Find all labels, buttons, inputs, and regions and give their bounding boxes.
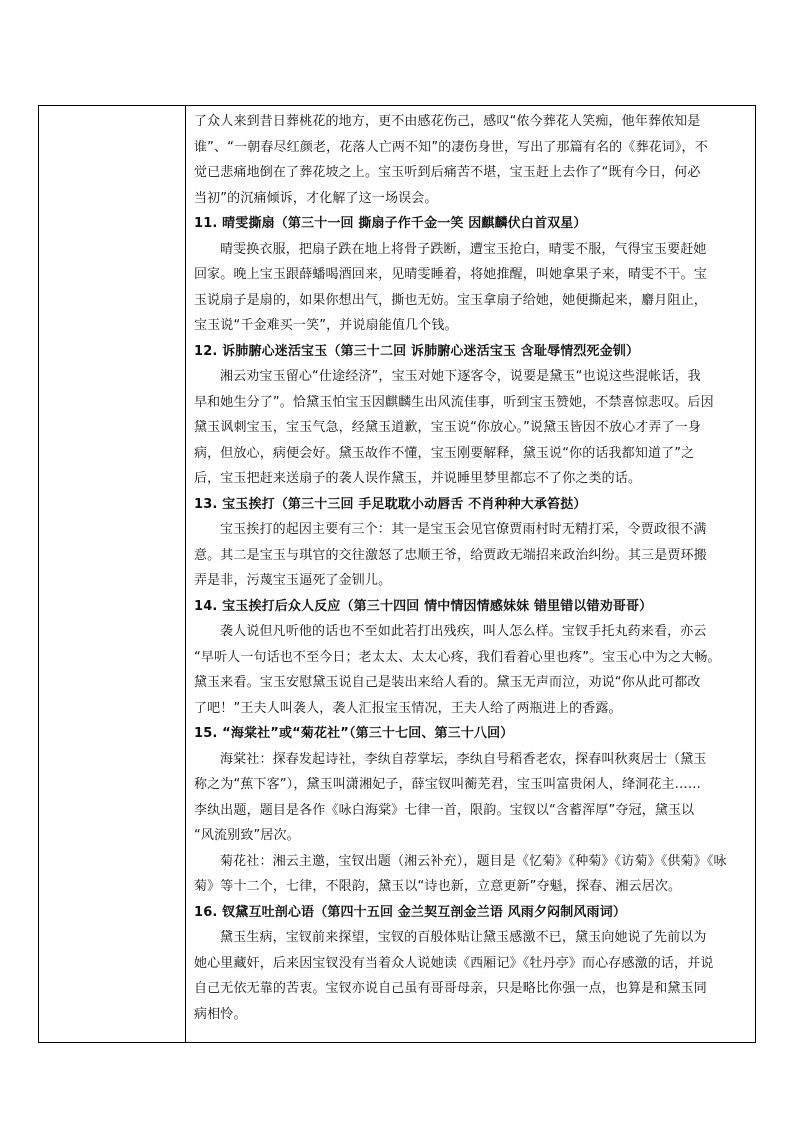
- content-table: [38, 105, 756, 1043]
- section-heading: 14. 宝玉挨打后众人反应（第三十四回 情中情因情感妹妹 错里错以错劝哥哥）: [194, 598, 653, 614]
- text-line: 黛玉生病，宝钗前来探望，宝钗的百般体贴让黛玉感激不已，黛玉向她说了先前以为: [220, 930, 707, 945]
- text-line: 宝玉说“千金难买一笑”，并说扇能值几个钱。: [194, 318, 458, 333]
- text-line: 黛玉来看。宝玉安慰黛玉说自己是装出来给人看的。黛玉无声而泣，劝说“你从此可都改: [194, 675, 701, 690]
- text-line: “早听人一句话也不至今日；老太太、太太心疼，我们看着心里也疼”。宝玉心中为之大畅。: [194, 649, 721, 665]
- text-line: 袭人说但凡听他的话也不至如此若打出残疾，叫人怎么样。宝钗手托丸药来看，亦云: [220, 624, 707, 639]
- section-heading: 12. 诉肺腑心迷活宝玉（第三十二回 诉肺腑心迷活宝玉 含耻辱情烈死金钏）: [194, 343, 640, 359]
- text-line: 海棠社：探春发起诗社，李纨自荐掌坛，李纨自号稻香老农，探春叫秋爽居士（黛玉: [220, 751, 707, 767]
- text-column-cell: [186, 106, 755, 1042]
- text-line: 她心里藏奸，后来因宝钗没有当着众人说她读《西厢记》《牡丹亭》而心存感激的话，并说: [194, 955, 714, 971]
- text-line: 弄是非，污蔑宝玉逼死了金钏儿。: [194, 573, 392, 588]
- text-line: 早和她生分了”。恰黛玉怕宝玉因麒麟生出风流佳事，听到宝玉赞她，不禁喜惊悲叹。后因: [194, 394, 714, 410]
- text-line: 菊花社：湘云主邀，宝钗出题（湘云补充），题目是《忆菊》《种菊》《访菊》《供菊》《咏: [220, 853, 727, 869]
- text-line: 当初”的沉痛倾诉，才化解了这一场误会。: [194, 190, 438, 206]
- section-heading: 16. 钗黛互吐剖心语（第四十五回 金兰契互剖金兰语 风雨夕闷制风雨词）: [194, 904, 627, 920]
- text-line: 后，宝玉把赶来送扇子的袭人误作黛玉，并说睡里梦里都忘不了你之类的话。: [194, 471, 642, 486]
- section-heading: 15. “海棠社”或“菊花社”（第三十七回、第三十八回）: [194, 726, 514, 741]
- text-line: 菊》等十二个，七律，不限韵，黛玉以“诗也新，立意更新”夺魁，探春、湘云居次。: [194, 879, 682, 894]
- text-line: 李纨出题，题目是各作《咏白海棠》七律一首，限韵。宝钗以“含蓄浑厚”夺冠，黛玉以: [194, 802, 695, 818]
- text-line: 自己无依无靠的苦衷。宝钗亦说自己虽有哥哥母亲，只是略比你强一点，也算是和黛玉同: [194, 981, 707, 996]
- text-line: 湘云劝宝玉留心“仕途经济”，宝玉对她下逐客令，说要是黛玉“也说这些混帐话，我: [220, 369, 701, 384]
- text-line: 意。其二是宝玉与琪官的交往激怒了忠顺王爷，给贾政无端招来政治纠纷。其三是贾环搬: [194, 547, 707, 563]
- text-line: 称之为“蕉下客”），黛玉叫潇湘妃子，薛宝钗叫蘅芜君，宝玉叫富贵闲人，绛洞花主……: [194, 777, 701, 792]
- text-line: 病，但放心，病便会好。黛玉故作不懂，宝玉刚要解释，黛玉说“你的话我都知道了”之: [194, 445, 695, 461]
- text-line: 了众人来到昔日葬桃花的地方，更不由感花伤己，感叹“侬今葬花人笑痴，他年葬侬知是: [194, 114, 701, 129]
- text-line: 了吧！”王夫人叫袭人，袭人汇报宝玉情况，王夫人给了两瓶进上的香露。: [194, 700, 622, 716]
- text-line: 谁”、“一朝春尽红颜老，花落人亡两不知”的凄伤身世，写出了那篇有名的《葬花词》，不: [194, 139, 708, 155]
- left-column-cell: [39, 106, 186, 1042]
- text-line: 晴雯换衣服，把扇子跌在地上将骨子跌断，遭宝玉抢白，晴雯不服，气得宝玉要赶她: [220, 241, 707, 257]
- text-line: 觉已悲痛地倒在了葬花坡之上。宝玉听到后痛苦不堪，宝玉赶上去作了“既有今日，何必: [194, 165, 701, 180]
- text-line: “风流别致”居次。: [194, 828, 300, 843]
- section-heading: 13. 宝玉挨打（第三十三回 手足耽耽小动唇舌 不肖种种大承笞挞）: [194, 496, 587, 512]
- section-heading: 11. 晴雯撕扇（第三十一回 撕扇子作千金一笑 因麒麟伏白首双星）: [194, 216, 587, 231]
- text-line: 病相怜。: [194, 1006, 247, 1022]
- text-line: 黛玉讽刺宝玉，宝玉气急，经黛玉道歉，宝玉说“你放心。”说黛玉皆因不放心才弄了一身: [194, 420, 701, 435]
- text-line: 玉说扇子是扇的，如果你想出气，撕也无妨。宝玉拿扇子给她，她便撕起来，麝月阻止，: [194, 292, 707, 308]
- text-line: 回家。晚上宝玉跟薛蟠喝酒回来，见晴雯睡着，将她推醒，叫她拿果子来，晴雯不干。宝: [194, 267, 707, 282]
- text-line: 宝玉挨打的起因主要有三个：其一是宝玉会见官僚贾雨村时无精打采，令贾政很不满: [220, 522, 707, 537]
